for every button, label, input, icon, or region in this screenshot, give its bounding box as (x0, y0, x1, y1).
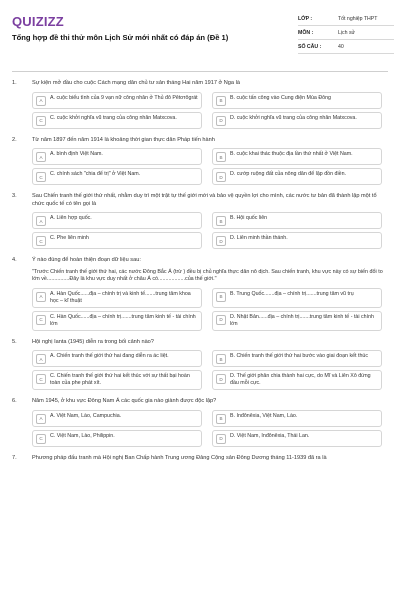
question-3 (12, 193, 388, 249)
option-text: A. Liên hợp quốc. (50, 215, 92, 222)
answer-option-a[interactable] (32, 212, 202, 229)
question-2 (12, 137, 388, 186)
answer-options (32, 288, 388, 331)
answer-option-d[interactable] (212, 112, 382, 129)
option-text: D. cuộc khởi nghĩa vũ trang của công nhân Matxcova. (230, 114, 357, 121)
meta-key: MÔN : (298, 29, 314, 36)
meta-value: Tốt nghiệp THPT (338, 15, 378, 22)
question-5 (12, 339, 388, 391)
question-header (12, 80, 388, 88)
answer-option-c[interactable] (32, 112, 202, 129)
question-text: Năm 1945, ở khu vực Đông Nam Á các quốc gia nào giành được độc lập? (32, 398, 217, 405)
option-text: A. Hàn Quốc......địa – chính trị và kinh tế.......trung tâm khoa học – kĩ thuật (50, 290, 191, 304)
quizizz-logo: QUIZIZZ (12, 14, 64, 29)
question-number: 6. (12, 398, 17, 405)
question-number: 4. (12, 257, 17, 264)
question-number: 7. (12, 454, 17, 461)
option-letter-box: D (216, 172, 226, 182)
answer-option-d[interactable] (212, 370, 382, 390)
option-text: A. cuộc biểu tình của 9 vạn nữ công nhân ở Thủ đô Pêtơrôgrát (50, 94, 198, 101)
question-header (12, 455, 388, 463)
answer-options (32, 212, 388, 249)
question-list (12, 80, 388, 471)
option-text: C. Hàn Quốc......địa – chính trị.......trung tâm kinh tế - tài chính lớn (50, 313, 196, 327)
meta-key: LỚP : (298, 15, 313, 22)
option-letter-box: C (36, 374, 46, 384)
option-text: D. Thế giới phân chia thành hai cực, do Mĩ và Liên Xô đứng đầu mỗi cực. (230, 373, 371, 387)
meta-row-count (298, 40, 394, 54)
answer-options (32, 92, 388, 129)
option-letter-box: A (36, 96, 46, 106)
question-text: Hội nghị Ianta (1945) diễn ra trong bối cảnh nào? (32, 338, 154, 345)
meta-value: Lịch sử (338, 29, 356, 36)
answer-option-b[interactable] (212, 410, 382, 427)
option-letter-box: D (216, 116, 226, 126)
option-text: D. Liên minh thần thánh. (230, 235, 288, 242)
header-divider (12, 71, 388, 72)
answer-option-c[interactable] (32, 232, 202, 249)
answer-option-a[interactable] (32, 148, 202, 165)
question-header (12, 398, 388, 406)
answer-option-a[interactable] (32, 410, 202, 427)
option-letter-box: A (36, 292, 46, 302)
answer-option-b[interactable] (212, 92, 382, 109)
option-text: B. Hội quốc liên (230, 215, 268, 222)
question-number: 2. (12, 136, 17, 143)
question-text: Sau Chiến tranh thế giới thứ nhất, nhằm duy trì một trật tự thế giới mới và bảo vệ quyền lợi cho mình, các nước tư bản đã thành lập một tổ chức quốc tế có tên gọi là (32, 193, 377, 207)
option-letter-box: B (216, 152, 226, 162)
option-letter-box: B (216, 96, 226, 106)
option-letter-box: A (36, 414, 46, 424)
option-letter-box: B (216, 216, 226, 226)
answer-option-c[interactable] (32, 430, 202, 447)
option-text: A. bình định Việt Nam. (50, 151, 103, 158)
option-letter-box: C (36, 116, 46, 126)
question-passage: "Trước Chiến tranh thế giới thứ hai, các nước Đông Bắc Á (trừ ) đều bị chủ nghĩa thực dân nô dịch. Sau chiến tranh, khu vực này có sự biến đổi to lớn về...............Đây là khu vực duy nhất ở châu Á có..................của thế giới." (32, 268, 383, 283)
answer-option-c[interactable] (32, 370, 202, 390)
answer-option-a[interactable] (32, 288, 202, 308)
question-4 (12, 257, 388, 330)
option-text: A. Chiến tranh thế giới thứ hai đang diễn ra ác liệt. (50, 353, 169, 360)
option-letter-box: C (36, 315, 46, 325)
worksheet-title: Tổng hợp đề thi thử môn Lịch Sử mới nhất có đáp án (Đề 1) (12, 33, 229, 42)
answer-options (32, 350, 388, 390)
option-letter-box: B (216, 354, 226, 364)
option-text: C. cuộc khởi nghĩa vũ trang của công nhân Matxcova. (50, 114, 177, 121)
meta-row-class (298, 12, 394, 26)
question-text: Ý nào đúng để hoàn thiện đoạn dữ liệu sau: (32, 257, 141, 264)
answer-option-b[interactable] (212, 148, 382, 165)
option-letter-box: B (216, 292, 226, 302)
question-header (12, 257, 388, 265)
question-header (12, 339, 388, 347)
option-text: A. Việt Nam, Lào, Campuchia. (50, 412, 122, 419)
question-7 (12, 455, 388, 463)
question-number: 5. (12, 338, 17, 345)
answer-option-d[interactable] (212, 168, 382, 185)
option-text: D. Việt Nam, Inđônêxia, Thái Lan. (230, 432, 310, 439)
option-text: C. Việt Nam, Lào, Philippin. (50, 432, 115, 439)
option-text: C. Chiến tranh thế giới thứ hai kết thúc với sự thất bại hoàn toàn của phe phát xít. (50, 373, 190, 387)
answer-options (32, 410, 388, 447)
option-text: D. Nhật Bản......địa – chính trị.......trung tâm kinh tế - tài chính lớn (230, 313, 374, 327)
answer-option-c[interactable] (32, 168, 202, 185)
question-1 (12, 80, 388, 129)
question-6 (12, 398, 388, 447)
answer-options (32, 148, 388, 185)
option-letter-box: D (216, 434, 226, 444)
option-letter-box: C (36, 434, 46, 444)
answer-option-d[interactable] (212, 311, 382, 331)
answer-option-d[interactable] (212, 232, 382, 249)
answer-option-c[interactable] (32, 311, 202, 331)
option-text: D. cướp ruộng đất của nông dân để lập đồn điền. (230, 171, 346, 178)
worksheet-meta (298, 12, 394, 54)
option-letter-box: D (216, 315, 226, 325)
option-text: C. Phe liên minh (50, 235, 89, 242)
option-text: B. Chiến tranh thế giới thứ hai bước vào giai đoạn kết thúc (230, 353, 369, 360)
worksheet-header (0, 0, 400, 68)
answer-option-b[interactable] (212, 212, 382, 229)
question-header (12, 137, 388, 145)
question-text: Phương pháp đấu tranh mà Hội nghị Ban Chấp hành Trung ương Đảng Cộng sản Đông Dương tháng 11-1939 đã ra là (32, 454, 327, 461)
answer-option-b[interactable] (212, 288, 382, 308)
option-letter-box: A (36, 216, 46, 226)
answer-option-b[interactable] (212, 350, 382, 367)
option-letter-box: A (36, 354, 46, 364)
option-letter-box: C (36, 172, 46, 182)
answer-option-a[interactable] (32, 350, 202, 367)
question-text: Sự kiện mở đầu cho cuộc Cách mạng dân chủ tư sản tháng Hai năm 1917 ở Nga là (32, 80, 240, 86)
answer-option-d[interactable] (212, 430, 382, 447)
option-letter-box: D (216, 236, 226, 246)
option-text: B. Trung Quốc.......địa – chính trị.......trung tâm vũ trụ (230, 290, 354, 297)
question-number: 3. (12, 193, 17, 200)
option-text: B. Inđônêxia, Việt Nam, Lào. (230, 412, 298, 419)
question-text: Từ năm 1897 đến năm 1914 là khoảng thời gian thực dân Pháp tiến hành (32, 136, 215, 143)
option-letter-box: B (216, 414, 226, 424)
meta-value: 40 (338, 43, 344, 50)
option-letter-box: D (216, 374, 226, 384)
question-number: 1. (12, 80, 17, 86)
answer-option-a[interactable] (32, 92, 202, 109)
meta-row-subject (298, 26, 394, 40)
option-letter-box: A (36, 152, 46, 162)
option-text: B. cuộc khai thác thuộc địa lần thứ nhất ở Việt Nam. (230, 151, 353, 158)
meta-key: SỐ CÂU : (298, 43, 322, 50)
option-text: C. chính sách "chia để trị" ở Việt Nam. (50, 171, 141, 178)
question-header (12, 193, 388, 208)
option-text: B. cuộc tấn công vào Cung điện Mùa Đông (230, 94, 332, 101)
option-letter-box: C (36, 236, 46, 246)
